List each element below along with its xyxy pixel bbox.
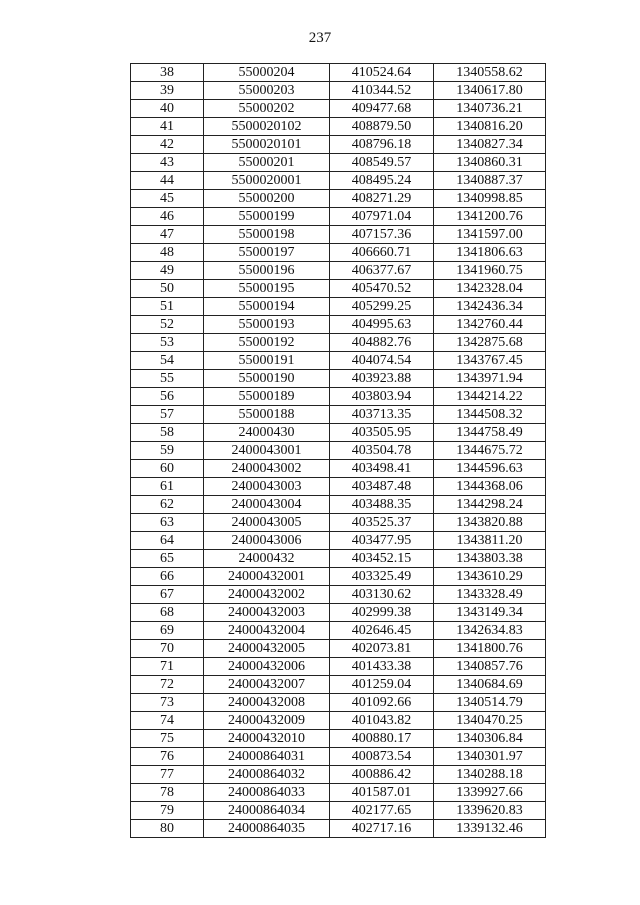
- point-id-cell: 55000191: [204, 352, 330, 370]
- x-coordinate-cell: 403498.41: [330, 460, 434, 478]
- table-row: [131, 100, 546, 118]
- table-row: [131, 766, 546, 784]
- table-row: [131, 316, 546, 334]
- x-coordinate-cell: 406377.67: [330, 262, 434, 280]
- point-number-cell: 47: [131, 226, 204, 244]
- table-row: [131, 370, 546, 388]
- y-coordinate-cell: 1340558.62: [434, 64, 546, 82]
- table-row: [131, 748, 546, 766]
- y-coordinate-cell: 1343328.49: [434, 586, 546, 604]
- y-coordinate-cell: 1339132.46: [434, 820, 546, 838]
- x-coordinate-cell: 403488.35: [330, 496, 434, 514]
- point-number-cell: 63: [131, 514, 204, 532]
- y-coordinate-cell: 1344214.22: [434, 388, 546, 406]
- y-coordinate-cell: 1340684.69: [434, 676, 546, 694]
- x-coordinate-cell: 404074.54: [330, 352, 434, 370]
- point-id-cell: 55000192: [204, 334, 330, 352]
- x-coordinate-cell: 408271.29: [330, 190, 434, 208]
- table-row: [131, 118, 546, 136]
- y-coordinate-cell: 1340857.76: [434, 658, 546, 676]
- point-number-cell: 71: [131, 658, 204, 676]
- table-row: [131, 532, 546, 550]
- y-coordinate-cell: 1340288.18: [434, 766, 546, 784]
- table-row: [131, 424, 546, 442]
- table-row: [131, 226, 546, 244]
- y-coordinate-cell: 1340998.85: [434, 190, 546, 208]
- table-row: [131, 154, 546, 172]
- table-row: [131, 442, 546, 460]
- table-row: [131, 388, 546, 406]
- y-coordinate-cell: 1340736.21: [434, 100, 546, 118]
- y-coordinate-cell: 1340827.34: [434, 136, 546, 154]
- point-id-cell: 24000430: [204, 424, 330, 442]
- page-number: 237: [308, 30, 332, 46]
- x-coordinate-cell: 409477.68: [330, 100, 434, 118]
- point-id-cell: 24000432004: [204, 622, 330, 640]
- x-coordinate-cell: 402073.81: [330, 640, 434, 658]
- point-id-cell: 55000189: [204, 388, 330, 406]
- x-coordinate-cell: 402999.38: [330, 604, 434, 622]
- x-coordinate-cell: 403325.49: [330, 568, 434, 586]
- point-id-cell: 55000201: [204, 154, 330, 172]
- y-coordinate-cell: 1340887.37: [434, 172, 546, 190]
- table-row: [131, 784, 546, 802]
- y-coordinate-cell: 1340306.84: [434, 730, 546, 748]
- point-id-cell: 55000197: [204, 244, 330, 262]
- table-row: [131, 694, 546, 712]
- table-row: [131, 496, 546, 514]
- x-coordinate-cell: 408879.50: [330, 118, 434, 136]
- y-coordinate-cell: 1342760.44: [434, 316, 546, 334]
- table-row: [131, 640, 546, 658]
- y-coordinate-cell: 1343610.29: [434, 568, 546, 586]
- point-number-cell: 50: [131, 280, 204, 298]
- point-id-cell: 55000200: [204, 190, 330, 208]
- y-coordinate-cell: 1343820.88: [434, 514, 546, 532]
- y-coordinate-cell: 1340470.25: [434, 712, 546, 730]
- point-number-cell: 68: [131, 604, 204, 622]
- x-coordinate-cell: 405470.52: [330, 280, 434, 298]
- table-row: [131, 568, 546, 586]
- y-coordinate-cell: 1344508.32: [434, 406, 546, 424]
- point-id-cell: 5500020102: [204, 118, 330, 136]
- x-coordinate-cell: 403504.78: [330, 442, 434, 460]
- x-coordinate-cell: 410524.64: [330, 64, 434, 82]
- y-coordinate-cell: 1343767.45: [434, 352, 546, 370]
- table-row: [131, 244, 546, 262]
- x-coordinate-cell: 406660.71: [330, 244, 434, 262]
- point-id-cell: 2400043005: [204, 514, 330, 532]
- y-coordinate-cell: 1341960.75: [434, 262, 546, 280]
- y-coordinate-cell: 1344758.49: [434, 424, 546, 442]
- table-row: [131, 820, 546, 838]
- table-row: [131, 478, 546, 496]
- x-coordinate-cell: 404995.63: [330, 316, 434, 334]
- point-number-cell: 70: [131, 640, 204, 658]
- y-coordinate-cell: 1339927.66: [434, 784, 546, 802]
- point-number-cell: 57: [131, 406, 204, 424]
- table-row: [131, 658, 546, 676]
- y-coordinate-cell: 1341597.00: [434, 226, 546, 244]
- point-number-cell: 77: [131, 766, 204, 784]
- point-id-cell: 24000432: [204, 550, 330, 568]
- point-number-cell: 52: [131, 316, 204, 334]
- point-id-cell: 24000864034: [204, 802, 330, 820]
- point-id-cell: 24000864033: [204, 784, 330, 802]
- x-coordinate-cell: 403713.35: [330, 406, 434, 424]
- point-number-cell: 66: [131, 568, 204, 586]
- point-number-cell: 73: [131, 694, 204, 712]
- x-coordinate-cell: 403923.88: [330, 370, 434, 388]
- point-number-cell: 46: [131, 208, 204, 226]
- table-row: [131, 334, 546, 352]
- point-id-cell: 5500020101: [204, 136, 330, 154]
- x-coordinate-cell: 402177.65: [330, 802, 434, 820]
- point-id-cell: 5500020001: [204, 172, 330, 190]
- table-row: [131, 64, 546, 82]
- y-coordinate-cell: 1344596.63: [434, 460, 546, 478]
- point-id-cell: 24000432006: [204, 658, 330, 676]
- x-coordinate-cell: 407157.36: [330, 226, 434, 244]
- table-row: [131, 460, 546, 478]
- x-coordinate-cell: 403803.94: [330, 388, 434, 406]
- point-number-cell: 79: [131, 802, 204, 820]
- y-coordinate-cell: 1341806.63: [434, 244, 546, 262]
- table-row: [131, 676, 546, 694]
- x-coordinate-cell: 410344.52: [330, 82, 434, 100]
- y-coordinate-cell: 1344298.24: [434, 496, 546, 514]
- table-row: [131, 550, 546, 568]
- y-coordinate-cell: 1344675.72: [434, 442, 546, 460]
- x-coordinate-cell: 408549.57: [330, 154, 434, 172]
- point-number-cell: 41: [131, 118, 204, 136]
- table-row: [131, 280, 546, 298]
- point-id-cell: 24000864032: [204, 766, 330, 784]
- table-row: [131, 262, 546, 280]
- table-row: [131, 352, 546, 370]
- point-number-cell: 80: [131, 820, 204, 838]
- point-id-cell: 24000432002: [204, 586, 330, 604]
- point-id-cell: 2400043001: [204, 442, 330, 460]
- x-coordinate-cell: 403477.95: [330, 532, 434, 550]
- y-coordinate-cell: 1340617.80: [434, 82, 546, 100]
- table-row: [131, 730, 546, 748]
- table-row: [131, 712, 546, 730]
- x-coordinate-cell: 403452.15: [330, 550, 434, 568]
- x-coordinate-cell: 403525.37: [330, 514, 434, 532]
- point-number-cell: 59: [131, 442, 204, 460]
- x-coordinate-cell: 400880.17: [330, 730, 434, 748]
- table-row: [131, 190, 546, 208]
- point-number-cell: 76: [131, 748, 204, 766]
- y-coordinate-cell: 1340514.79: [434, 694, 546, 712]
- point-number-cell: 72: [131, 676, 204, 694]
- point-id-cell: 55000188: [204, 406, 330, 424]
- point-id-cell: 55000195: [204, 280, 330, 298]
- point-id-cell: 55000194: [204, 298, 330, 316]
- table-row: [131, 82, 546, 100]
- coordinates-table-body: [131, 64, 546, 838]
- point-id-cell: 24000432008: [204, 694, 330, 712]
- point-number-cell: 43: [131, 154, 204, 172]
- x-coordinate-cell: 408796.18: [330, 136, 434, 154]
- y-coordinate-cell: 1343811.20: [434, 532, 546, 550]
- x-coordinate-cell: 400873.54: [330, 748, 434, 766]
- point-number-cell: 60: [131, 460, 204, 478]
- point-number-cell: 42: [131, 136, 204, 154]
- point-id-cell: 24000432001: [204, 568, 330, 586]
- coordinates-table: [130, 63, 546, 838]
- point-number-cell: 38: [131, 64, 204, 82]
- x-coordinate-cell: 403487.48: [330, 478, 434, 496]
- y-coordinate-cell: 1340816.20: [434, 118, 546, 136]
- point-number-cell: 49: [131, 262, 204, 280]
- point-id-cell: 55000196: [204, 262, 330, 280]
- x-coordinate-cell: 402646.45: [330, 622, 434, 640]
- point-id-cell: 2400043002: [204, 460, 330, 478]
- x-coordinate-cell: 400886.42: [330, 766, 434, 784]
- point-number-cell: 44: [131, 172, 204, 190]
- x-coordinate-cell: 402717.16: [330, 820, 434, 838]
- table-row: [131, 172, 546, 190]
- point-id-cell: 2400043006: [204, 532, 330, 550]
- table-row: [131, 622, 546, 640]
- point-id-cell: 24000864031: [204, 748, 330, 766]
- y-coordinate-cell: 1342436.34: [434, 298, 546, 316]
- point-number-cell: 48: [131, 244, 204, 262]
- point-id-cell: 55000193: [204, 316, 330, 334]
- x-coordinate-cell: 407971.04: [330, 208, 434, 226]
- point-id-cell: 55000198: [204, 226, 330, 244]
- point-number-cell: 65: [131, 550, 204, 568]
- table-row: [131, 136, 546, 154]
- point-number-cell: 64: [131, 532, 204, 550]
- y-coordinate-cell: 1340860.31: [434, 154, 546, 172]
- point-number-cell: 67: [131, 586, 204, 604]
- point-number-cell: 51: [131, 298, 204, 316]
- point-id-cell: 2400043003: [204, 478, 330, 496]
- table-row: [131, 298, 546, 316]
- point-number-cell: 45: [131, 190, 204, 208]
- point-number-cell: 40: [131, 100, 204, 118]
- point-number-cell: 53: [131, 334, 204, 352]
- point-number-cell: 78: [131, 784, 204, 802]
- point-id-cell: 55000199: [204, 208, 330, 226]
- point-id-cell: 55000204: [204, 64, 330, 82]
- point-id-cell: 55000203: [204, 82, 330, 100]
- y-coordinate-cell: 1342328.04: [434, 280, 546, 298]
- table-row: [131, 208, 546, 226]
- table-row: [131, 406, 546, 424]
- y-coordinate-cell: 1342875.68: [434, 334, 546, 352]
- y-coordinate-cell: 1344368.06: [434, 478, 546, 496]
- x-coordinate-cell: 401092.66: [330, 694, 434, 712]
- x-coordinate-cell: 401259.04: [330, 676, 434, 694]
- y-coordinate-cell: 1343803.38: [434, 550, 546, 568]
- point-number-cell: 61: [131, 478, 204, 496]
- table-row: [131, 586, 546, 604]
- point-number-cell: 39: [131, 82, 204, 100]
- point-id-cell: 55000190: [204, 370, 330, 388]
- table-row: [131, 802, 546, 820]
- point-id-cell: 24000432009: [204, 712, 330, 730]
- point-id-cell: 24000432003: [204, 604, 330, 622]
- point-id-cell: 24000864035: [204, 820, 330, 838]
- point-number-cell: 62: [131, 496, 204, 514]
- x-coordinate-cell: 401043.82: [330, 712, 434, 730]
- y-coordinate-cell: 1341200.76: [434, 208, 546, 226]
- point-id-cell: 55000202: [204, 100, 330, 118]
- x-coordinate-cell: 405299.25: [330, 298, 434, 316]
- point-number-cell: 74: [131, 712, 204, 730]
- point-id-cell: 2400043004: [204, 496, 330, 514]
- point-number-cell: 56: [131, 388, 204, 406]
- x-coordinate-cell: 401433.38: [330, 658, 434, 676]
- point-number-cell: 54: [131, 352, 204, 370]
- point-id-cell: 24000432010: [204, 730, 330, 748]
- y-coordinate-cell: 1343971.94: [434, 370, 546, 388]
- point-id-cell: 24000432005: [204, 640, 330, 658]
- x-coordinate-cell: 401587.01: [330, 784, 434, 802]
- x-coordinate-cell: 403130.62: [330, 586, 434, 604]
- y-coordinate-cell: 1342634.83: [434, 622, 546, 640]
- point-number-cell: 69: [131, 622, 204, 640]
- y-coordinate-cell: 1343149.34: [434, 604, 546, 622]
- table-row: [131, 514, 546, 532]
- point-number-cell: 75: [131, 730, 204, 748]
- x-coordinate-cell: 408495.24: [330, 172, 434, 190]
- y-coordinate-cell: 1339620.83: [434, 802, 546, 820]
- y-coordinate-cell: 1341800.76: [434, 640, 546, 658]
- point-id-cell: 24000432007: [204, 676, 330, 694]
- y-coordinate-cell: 1340301.97: [434, 748, 546, 766]
- table-row: [131, 604, 546, 622]
- x-coordinate-cell: 404882.76: [330, 334, 434, 352]
- point-number-cell: 55: [131, 370, 204, 388]
- x-coordinate-cell: 403505.95: [330, 424, 434, 442]
- point-number-cell: 58: [131, 424, 204, 442]
